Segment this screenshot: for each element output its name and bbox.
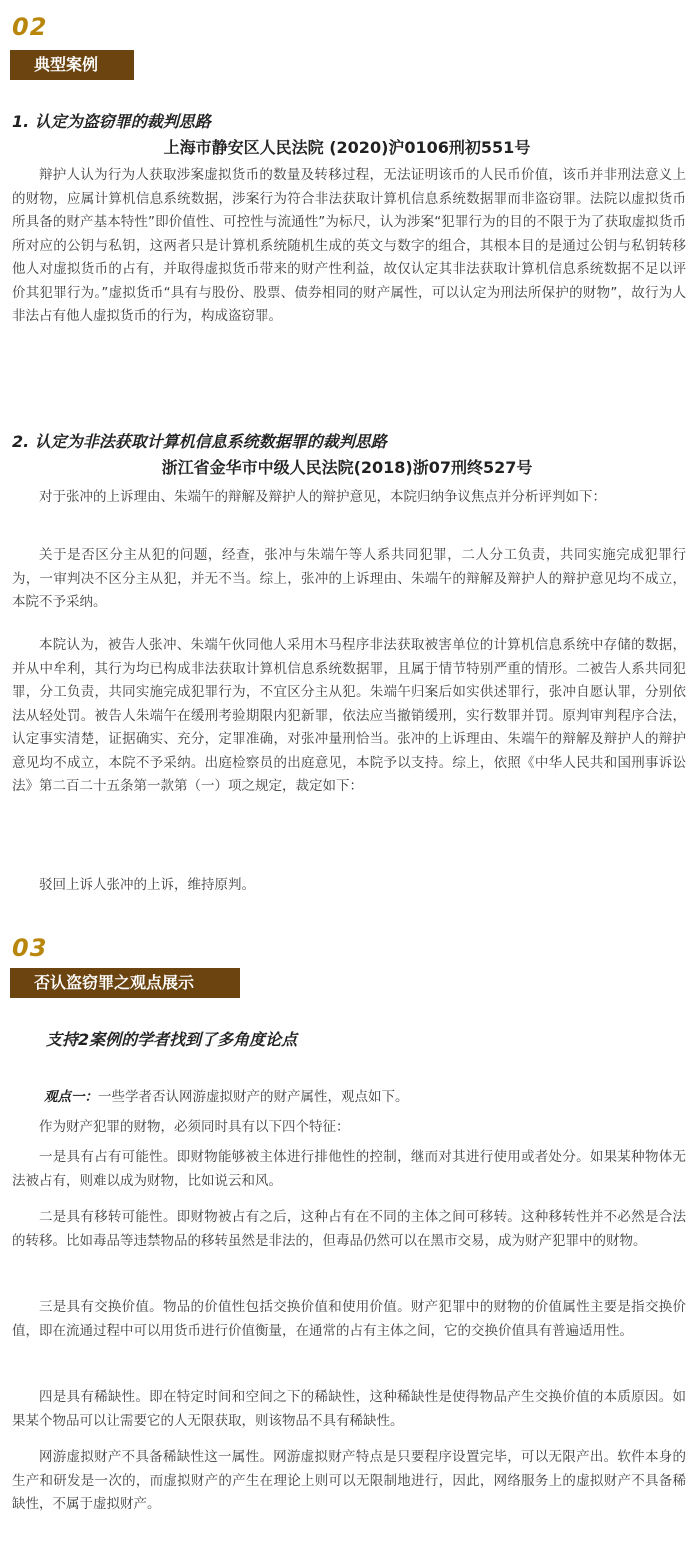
section-label: 否认盗窃罪之观点展示 bbox=[10, 968, 240, 998]
paragraph: 关于是否区分主从犯的问题，经查，张冲与朱端午等人系共同犯罪，二人分工负责，共同实施完成犯罪行为，一审判决不区分主从犯，并无不当。综上，张冲的上诉理由、朱端午的辩解及辩护人的辩护意见均不成立，本院不予采纳。 bbox=[12, 547, 686, 610]
feature-paragraph: 四是具有稀缺性。即在特定时间和空间之下的稀缺性，这种稀缺性是使得物品产生交换价值的本质原因。如果某个物品可以让需要它的人无限获取，则该物品不具有稀缺性。 bbox=[12, 1389, 686, 1429]
viewpoint-label: 观点一： bbox=[44, 1089, 98, 1105]
feature-paragraph: 一是具有占有可能性。即财物能够被主体进行排他性的控制，继而对其进行使用或者处分。如果某种物体无法被占有，则难以成为财物，比如说云和风。 bbox=[12, 1149, 686, 1189]
viewpoint-text: 一些学者否认网游虚拟财产的财产属性，观点如下。 bbox=[98, 1089, 409, 1105]
viewpoint-paragraph bbox=[44, 1086, 686, 1110]
feature-paragraph: 二是具有移转可能性。即财物被占有之后，这种占有在不同的主体之间可移转。这种移转性并不必然是合法的转移。比如毒品等违禁物品的移转虽然是非法的，但毒品仍然可以在黑市交易，成为财产犯罪中的财物。 bbox=[12, 1209, 686, 1249]
feature-paragraph: 三是具有交换价值。物品的价值性包括交换价值和使用价值。财产犯罪中的财物的价值属性主要是指交换价值，即在流通过程中可以用货币进行价值衡量，在通常的占有主体之间，它的交换价值具有普遍适用性。 bbox=[12, 1299, 686, 1339]
court-citation: 上海市静安区人民法院 (2020)沪0106刑初551号 bbox=[163, 138, 531, 157]
section-subtitle: 支持2案例的学者找到了多角度论点 bbox=[46, 1030, 298, 1049]
section-number: 03 bbox=[12, 934, 48, 962]
case-title: 1. 认定为盗窃罪的裁判思路 bbox=[12, 112, 211, 131]
court-citation: 浙江省金华市中级人民法院(2018)浙07刑终527号 bbox=[161, 458, 533, 477]
case-title: 2. 认定为非法获取计算机信息系统数据罪的裁判思路 bbox=[12, 432, 387, 451]
conclusion-paragraph: 网游虚拟财产不具备稀缺性这一属性。网游虚拟财产特点是只要程序设置完毕，可以无限产出。软件本身的生产和研发是一次的，而虚拟财产的产生在理论上则可以无限制地进行，因此，网络服务上的虚拟财产不具备稀缺性，不属于虚拟财产。 bbox=[12, 1449, 686, 1512]
section-number: 02 bbox=[12, 13, 48, 41]
paragraph: 本院认为，被告人张冲、朱端午伙同他人采用木马程序非法获取被害单位的计算机信息系统中存储的数据，并从中牟利，其行为均已构成非法获取计算机信息系统数据罪，且属于情节特别严重的情形。二被告人系共同犯罪，分工负责，共同实施完成犯罪行为，不宜区分主从犯。朱端午归案后如实供述罪行，张冲自愿认罪，分别依法从轻处罚。被告人朱端午在缓刑考验期限内犯新罪，依法应当撤销缓刑，实行数罪并罚。原判审判程序合法，认定事实清楚，证据确实、充分，定罪准确，对张冲量刑恰当。张冲的上诉理由、朱端午的辩解及辩护人的辩护意见均不成立，本院不予采纳。出庭检察员的出庭意见，本院予以支持。综上，依照《中华人民共和国刑事诉讼法》第二百二十五条第一款第（一）项之规定，裁定如下： bbox=[12, 637, 686, 794]
section-label: 典型案例 bbox=[10, 50, 134, 80]
paragraph: 驳回上诉人张冲的上诉，维持原判。 bbox=[39, 877, 255, 893]
paragraph: 作为财产犯罪的财物，必须同时具有以下四个特征： bbox=[39, 1119, 350, 1135]
paragraph: 对于张冲的上诉理由、朱端午的辩解及辩护人的辩护意见，本院归纳争议焦点并分析评判如下： bbox=[39, 489, 606, 505]
paragraph: 辩护人认为行为人获取涉案虚拟货币的数量及转移过程，无法证明该币的人民币价值，该币并非刑法意义上的财物，应属计算机信息系统数据，涉案行为符合非法获取计算机信息系统数据罪而非盗窃罪。法院以虚拟货币所具备的财产基本特性”即价值性、可控性与流通性”为标尺，认为涉案“犯罪行为的目的不限于为了获取虚拟货币所对应的公钥与私钥，这两者只是计算机系统随机生成的英文与数字的组合，其根本目的是通过公钥与私钥转移他人对虚拟货币的占有，并取得虚拟货币带来的财产性利益，故仅认定其非法获取计算机信息系统数据不足以评价其犯罪行为。”虚拟货币“具有与股份、股票、债券相同的财产属性，可以认定为刑法所保护的财物”，故行为人非法占有他人虚拟货币的行为，构成盗窃罪。 bbox=[12, 167, 686, 324]
